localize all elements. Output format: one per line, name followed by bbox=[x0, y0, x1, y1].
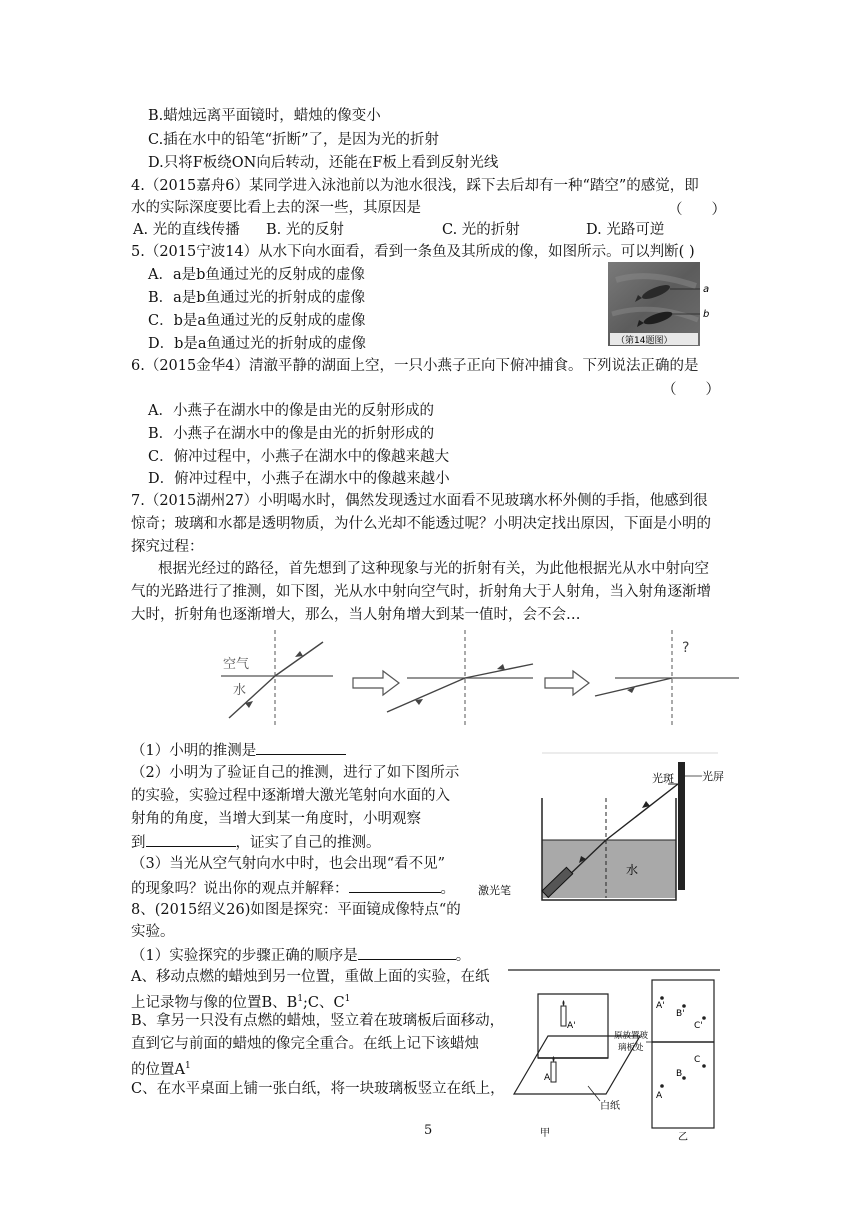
refraction-panel-3 bbox=[595, 630, 739, 728]
q6-answer-paren: （ ） bbox=[662, 382, 720, 398]
q7-answer-blank-2[interactable] bbox=[146, 831, 236, 847]
q4-answer-paren: （ ） bbox=[668, 202, 726, 218]
process-arrow-2 bbox=[545, 671, 589, 695]
fig-yi-label: 乙 bbox=[678, 1132, 688, 1142]
q7-stem-line2: 惊奇；玻璃和水都是透明物质，为什么光却不能透过呢？小明决定找出原因，下面是小明的 bbox=[131, 516, 711, 532]
q7-para-line2: 气的光路进行了推测，如下图，光从水中射向空气时，折射角大于人射角，当入射角逐渐增 bbox=[131, 584, 711, 600]
fish-photo-figure bbox=[608, 262, 726, 346]
q4-option-b: B. 光的反射 bbox=[266, 222, 344, 238]
q8-stem-line2: 实验。 bbox=[131, 924, 175, 940]
light-screen bbox=[678, 762, 685, 890]
q3-option-d: D.只将F板绕ON向后转动，还能在F板上看到反射光线 bbox=[148, 155, 499, 171]
q8-sub1: （1）实验探究的步骤正确的顺序是 。 bbox=[131, 944, 470, 966]
label-b: b bbox=[703, 309, 710, 320]
fig-mirror-pos-label-2: 璃板处 bbox=[618, 1043, 644, 1053]
q4-option-c: C. 光的折射 bbox=[442, 222, 520, 238]
fig-air-label: 空气 bbox=[223, 657, 250, 672]
fig-14-caption: （第14题图） bbox=[616, 336, 673, 346]
q4-option-d: D. 光路可逆 bbox=[586, 222, 665, 238]
q8-step-a-line1: A、移动点燃的蜡烛到另一位置，重做上面的实验，在纸 bbox=[131, 969, 490, 985]
q6-option-b: B．小燕子在湖水中的像是由光的折射形成的 bbox=[148, 426, 435, 442]
q4-stem-line2: 水的实际深度要比看上去的深一些，其原因是 bbox=[131, 200, 421, 216]
q4-stem-line1: 4.（2015嘉舟6）某同学进入泳池前以为池水很浅，踩下去后却有一种“踏空”的感觉，即 bbox=[131, 178, 699, 194]
q7-sub2-line4: 到 ，证实了自己的推测。 bbox=[131, 831, 381, 853]
q8-step-c-line1: C、在水平桌面上铺一张白纸，将一块玻璃板竖立在纸上， bbox=[131, 1081, 505, 1097]
q6-option-a: A．小燕子在湖水中的像是由光的反射形成的 bbox=[148, 403, 434, 419]
q7-sub2-line3: 射角的角度，当增大到某一角度时，小明观察 bbox=[131, 811, 421, 827]
fig-water-label: 水 bbox=[233, 683, 247, 698]
q7-sub3-line1: （3）当光从空气射向水中时，也会出现“看不见” bbox=[131, 856, 446, 872]
q8-stem-line1: 8、(2015绍义26)如图是探究：平面镜成像特点“的 bbox=[131, 902, 461, 918]
q5-option-a: A．a是b鱼通过光的反射成的虚像 bbox=[148, 267, 365, 283]
fig-jia-a-prime: A' bbox=[567, 1021, 576, 1031]
q7-stem-line3: 探究过程： bbox=[131, 539, 204, 555]
label-a: a bbox=[703, 284, 710, 295]
fig2-screen-label: 光屏 bbox=[702, 770, 724, 783]
fig-yi-c: C bbox=[694, 1055, 701, 1065]
q5-option-c: C．b是a鱼通过光的反射成的虚像 bbox=[148, 313, 366, 329]
lit-candle bbox=[551, 1062, 556, 1082]
q5-option-b: B．a是b鱼通过光的折射成的虚像 bbox=[148, 290, 366, 306]
fig-question-mark: ? bbox=[682, 640, 690, 656]
fig-yi-c-prime: C' bbox=[694, 1021, 703, 1031]
fig-jia-label: 甲 bbox=[540, 1128, 550, 1139]
process-arrow-1 bbox=[353, 671, 399, 695]
q6-option-c: C．俯冲过程中，小燕子在湖水中的像越来越大 bbox=[148, 449, 450, 465]
fig-yi-a: A bbox=[656, 1091, 663, 1101]
fig-yi-a-prime: A' bbox=[656, 1001, 665, 1011]
fig2-water-label: 水 bbox=[626, 863, 639, 877]
refraction-sequence-figure bbox=[215, 626, 740, 736]
q8-answer-blank-1[interactable] bbox=[358, 944, 456, 960]
q6-stem: 6.（2015金华4）清澈平静的湖面上空，一只小燕子正向下俯冲捕食。下列说法正确的是 bbox=[131, 358, 699, 374]
q8-step-b-line1: B、拿另一只没有点燃的蜡烛，竖立着在玻璃板后面移动， bbox=[131, 1013, 505, 1029]
q5-stem: 5.（2015宁波14）从水下向水面看，看到一条鱼及其所成的像，如图所示。可以判断( ) bbox=[131, 244, 695, 260]
unlit-candle bbox=[561, 1006, 566, 1026]
q7-answer-blank-1[interactable] bbox=[256, 739, 346, 755]
q5-option-d: D．b是a鱼通过光的折射成的虚像 bbox=[148, 336, 367, 352]
q7-stem-line1: 7.（2015湖州27）小明喝水时，偶然发现透过水面看不见玻璃水杯外侧的手指，他感到很 bbox=[131, 493, 708, 509]
refraction-panel-2 bbox=[387, 630, 533, 728]
q7-para-line1: 根据光经过的路径，首先想到了这种现象与光的折射有关，为此他根据光从水中射向空 bbox=[158, 561, 709, 577]
fig2-laser-label: 激光笔 bbox=[478, 884, 511, 897]
laser-experiment-figure bbox=[478, 752, 728, 904]
q7-answer-blank-3[interactable] bbox=[349, 877, 441, 893]
page-number: 5 bbox=[424, 1123, 433, 1138]
q7-sub2-line1: （2）小明为了验证自己的推测，进行了如下图所示 bbox=[131, 765, 460, 781]
q3-option-b: B.蜡烛远离平面镜时，蜡烛的像变小 bbox=[148, 108, 381, 124]
fig-mirror-pos-label: 原放置玻 bbox=[614, 1031, 649, 1041]
fig-paper-label: 白纸 bbox=[600, 1101, 620, 1112]
fig-jia-a: A bbox=[544, 1073, 551, 1083]
q8-step-b-line2: 直到它与前面的蜡烛的像完全重合。在纸上记下该蜡烛 bbox=[131, 1036, 479, 1052]
plane-mirror-figure bbox=[508, 966, 722, 1142]
q7-sub3-line2: 的现象吗？说出你的观点并解释： 。 bbox=[131, 877, 455, 899]
fig-yi-b-prime: B' bbox=[676, 1009, 685, 1019]
q7-sub1: （1）小明的推测是 bbox=[131, 739, 346, 761]
q4-option-a: A. 光的直线传播 bbox=[133, 222, 240, 238]
q3-option-c: C.插在水中的铅笔“折断”了，是因为光的折射 bbox=[148, 132, 440, 148]
q8-step-a-line2: 上记录物与像的位置B、$B^1;C$、$C^1$ bbox=[131, 994, 351, 1011]
q6-option-d: D．俯冲过程中，小燕子在湖水中的像越来越小 bbox=[148, 471, 450, 487]
refraction-panel-1 bbox=[221, 630, 333, 728]
water-tank-water bbox=[542, 840, 676, 898]
q7-para-line3: 大时，折射角也逐渐增大，那么，当人射角增大到某一值时，会不会… bbox=[131, 607, 581, 623]
fig2-spot-label: 光斑 bbox=[652, 772, 674, 785]
q7-sub2-line2: 的实验，实验过程中逐渐增大激光笔射向水面的入 bbox=[131, 788, 450, 804]
q8-step-b-line3: 的位置$A^1$ bbox=[131, 1061, 191, 1078]
fig-yi-b: B bbox=[676, 1069, 683, 1079]
